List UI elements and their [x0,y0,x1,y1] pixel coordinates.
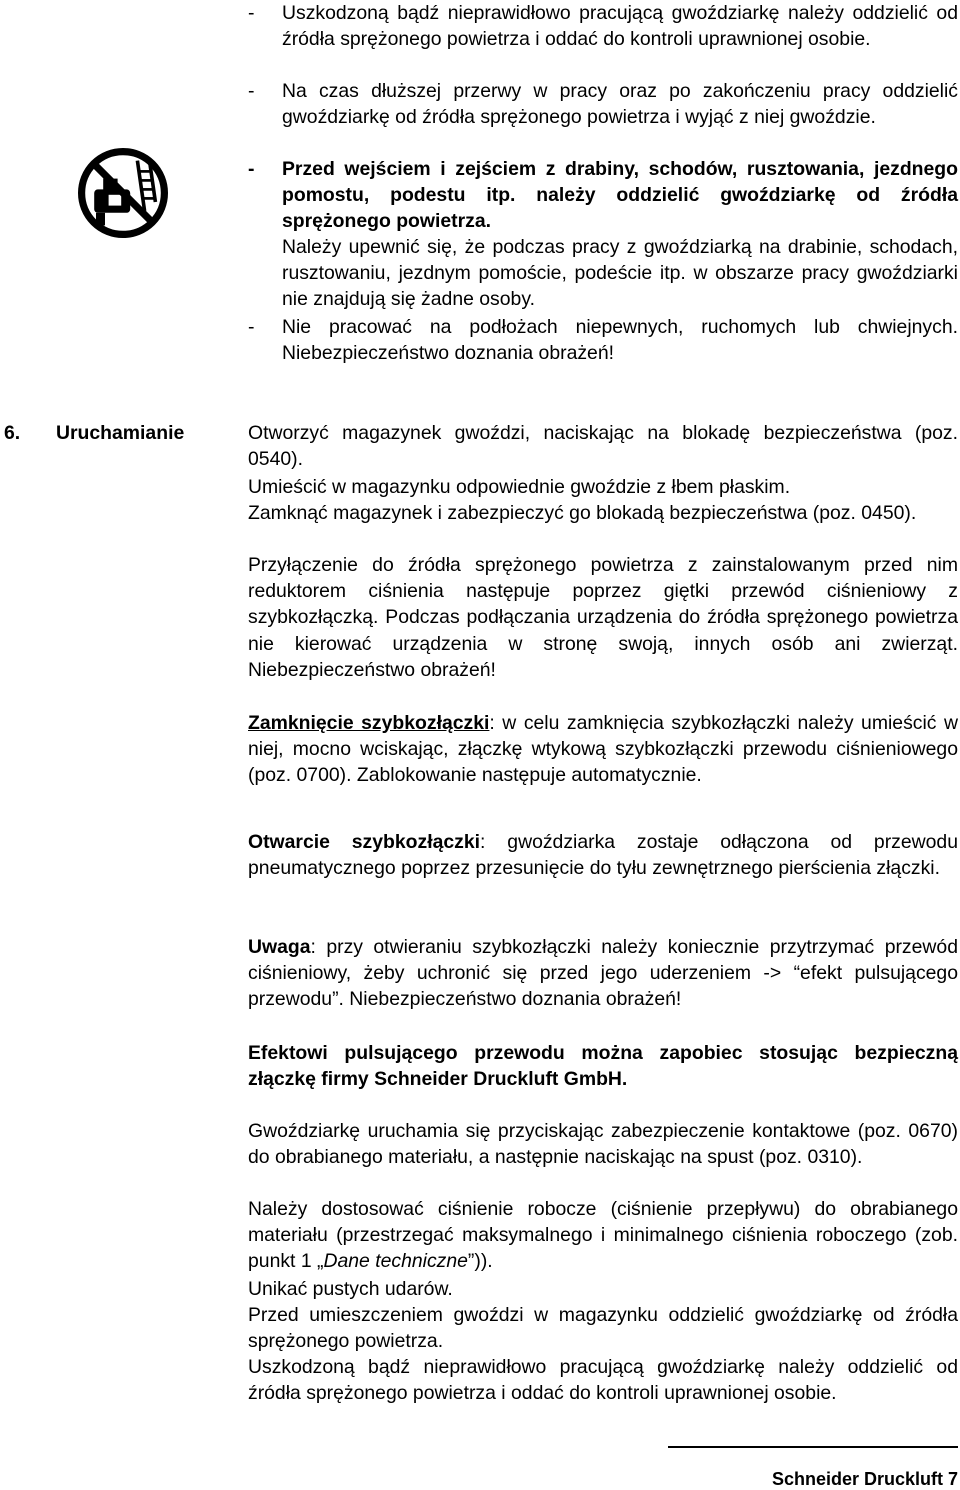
paragraph: Otworzyć magazynek gwoździ, naciskając na blokadę bezpieczeństwa (poz. 0540). [248,422,958,471]
bullet-dash: - [248,2,255,24]
bullet-text-bold: Przed wejściem i zejściem z drabiny, schodów, rusztowania, jezdnego pomostu, podestu itp. należy oddzielić gwoździarkę od źródła sprężonego powietrza. [282,158,958,233]
closing-label: Zamknięcie szybkozłączki [248,712,490,734]
warning-paragraph [248,934,958,1013]
pressure-text-end: ”)). [467,1250,493,1273]
section-number: 6. [4,422,21,444]
paragraph: Gwoździarkę uruchamia się przyciskając zabezpieczenie kontaktowe (poz. 0670) do obrabianego materiału, a następnie naciskając na spust (poz. 0310). [248,1120,958,1169]
page-footer: Schneider Druckluft 7 [771,1469,958,1489]
paragraph: Przyłączenie do źródła sprężonego powietrza z zainstalowanym przed nim reduktorem ciśnienia następuje poprzez giętki przewód ciśnieniowy z szybkozłączką. Podczas podłączania urządzenia do źródła sprężonego powietrza nie kierować urządzenia w stronę swoją, innych osób ani zwierząt. Niebezpieczeństwo obrażeń! [248,554,958,681]
working-pressure-paragraph [248,1196,958,1275]
paragraph: Przed umieszczeniem gwoździ w magazynku oddzielić gwoździarkę od źródła sprężonego powietrza. [248,1304,958,1353]
bullet-dash: - [248,80,255,102]
bullet-text: Nie pracować na podłożach niepewnych, ruchomych lub chwiejnych. Niebezpieczeństwo doznania obrażeń! [282,316,958,365]
safety-coupling-note: Efektowi pulsującego przewodu można zapobiec stosując bezpieczną złączkę firmy Schneider Druckluft GmbH. [248,1042,958,1091]
bullet-text: Uszkodzoną bądź nieprawidłowo pracującą gwoździarkę należy oddzielić od źródła sprężonego powietrza i oddać do kontroli uprawnionej osobie. [282,2,958,51]
warning-text: : przy otwieraniu szybkozłączki należy koniecznie przytrzymać przewód ciśnieniowy, żeby uchronić się przed jego uderzeniem -> “efekt pulsującego przewodu”. Niebezpieczeństwo doznania obrażeń! [248,936,958,1011]
closing-text: : w celu zamknięcia szybkozłączki należy umieścić w niej, mocno wciskając, złączkę wtykową szybkozłączki przewodu ciśnieniowego (poz. 0700). Zablokowanie następuje automatycznie. [248,712,958,787]
quick-coupler-opening-paragraph [248,829,958,881]
bullet-text: Na czas dłuższej przerwy w pracy oraz po zakończeniu pracy oddzielić gwoździarkę od źródła sprężonego powietrza i wyjąć z niej gwoździe. [282,80,958,129]
bullet-text: Należy upewnić się, że podczas pracy z gwoździarką na drabinie, schodach, rusztowaniu, jezdnym pomoście, podeście itp. w obszarze pracy gwoździarki nie znajdują się żadne osoby. [282,236,958,311]
bullet-dash: - [248,158,255,180]
paragraph: Umieścić w magazynku odpowiednie gwoździe z łbem płaskim. [248,476,791,498]
paragraph: Zamknąć magazynek i zabezpieczyć go blokadą bezpieczeństwa (poz. 0450). [248,502,917,524]
warning-label: Uwaga [248,936,311,958]
paragraph: Uszkodzoną bądź nieprawidłowo pracującą gwoździarkę należy oddzielić od źródła sprężonego powietrza i oddać do kontroli uprawnionej osobie. [248,1356,958,1405]
section-title: Uruchamianie [56,422,185,444]
no-ladder-with-nailer-prohibition-icon [78,148,168,238]
bullet-dash: - [248,316,255,338]
technical-data-reference: Dane techniczne [323,1250,468,1273]
quick-coupler-closing-paragraph [248,710,958,789]
opening-label: Otwarcie szybkozłączki [248,831,481,853]
pressure-text: Należy dostosować ciśnienie robocze (ciśnienie przepływu) do obrabianego materiału (przestrzegać maksymalnego i minimalnego ciśnienia roboczego (zob. punkt 1 „ [248,1198,958,1273]
opening-text: : gwoździarka zostaje odłączona od przewodu pneumatycznego poprzez przesunięcie do tyłu zewnętrznego pierścienia złączki. [248,831,958,880]
footer-rule [668,1446,958,1448]
paragraph: Unikać pustych udarów. [248,1278,453,1300]
